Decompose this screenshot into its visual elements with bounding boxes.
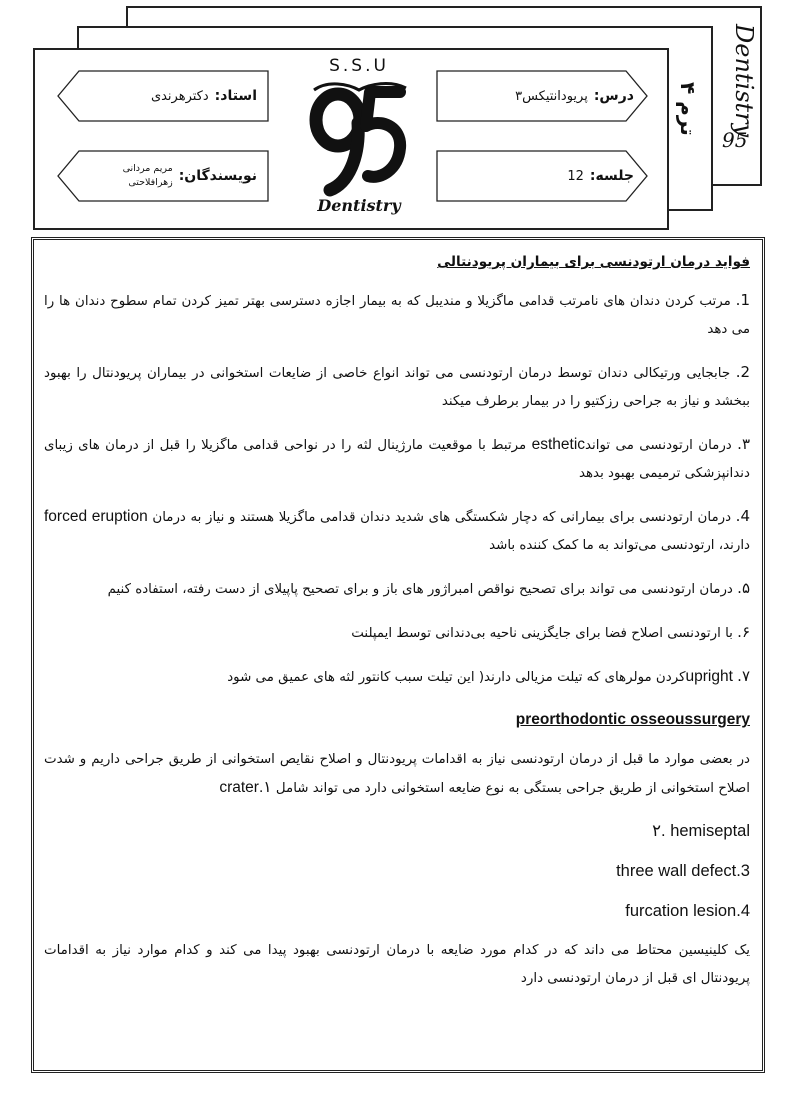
item-number: ۶. <box>737 623 750 641</box>
defect-item: furcation lesion.4 <box>625 902 750 920</box>
spine-term: ترم ۴ <box>676 82 700 136</box>
session-label: جلسه: <box>589 168 634 184</box>
logo-bottom-text: Dentistry <box>317 196 401 215</box>
item-latin-term: forced eruption <box>44 508 148 525</box>
spine-title: Dentistry <box>730 24 758 138</box>
tooth-95-logo-icon <box>308 78 410 198</box>
course-label: درس: <box>593 88 634 104</box>
item-text: درمان ارتودنسی می تواند برای تصحیح نواقص امبراژور های باز و برای تصحیح پاپیلای از دست رفته، استفاده کنیم <box>107 582 733 597</box>
course-tag <box>436 70 648 122</box>
item-text: با ارتودنسی اصلاح فضا برای جایگزینی ناحیه بی‌دندانی توسط ایمپلنت <box>351 626 733 641</box>
list-item <box>44 574 750 604</box>
item-number: ۳. <box>737 435 750 453</box>
item-number: ۵. <box>737 579 750 597</box>
item-latin-term: upright <box>685 668 733 685</box>
item-text-pre: درمان ارتودنسی می تواند <box>585 438 732 453</box>
author-name: زهرافلاحتی <box>128 177 173 188</box>
intro-paragraph <box>44 746 750 803</box>
item-text: مرتبط با موقعیت مارژینال لثه را در نواحی قدامی ماگزیلا را قبل از درمان های زیبای دندانپزشکی ترمیمی بهبود بدهد <box>44 438 750 481</box>
list-item <box>44 662 750 692</box>
sub-heading: preorthodontic osseoussurgery <box>515 711 750 728</box>
defect-item: three wall defect.3 <box>616 862 750 880</box>
spine-year: 95 <box>722 128 748 152</box>
list-item <box>44 286 750 344</box>
item-text: دارند، ارتودنسی می‌تواند به ما کمک کننده باشد <box>489 538 750 553</box>
closing-paragraph: یک کلینیسین محتاط می داند که در کدام مورد ضایعه با درمان ارتودنسی بهبود پیدا می کند و کدام موارد نیاز به اقدامات پریودنتال ای قبل از درمان ارتودنسی دارد <box>44 943 750 986</box>
intro-item: ۱.crater <box>219 779 272 796</box>
professor-tag <box>57 70 269 122</box>
list-item <box>44 502 750 560</box>
content-box <box>31 237 765 1073</box>
content-body <box>44 248 750 1007</box>
item-number: 2. <box>735 363 751 381</box>
session-tag <box>436 150 648 202</box>
list-item <box>44 358 750 416</box>
list-item <box>44 430 750 488</box>
list-item <box>44 618 750 648</box>
item-latin-term: esthetic <box>531 436 586 453</box>
item-number: 4. <box>735 507 750 525</box>
ssu-dentistry-logo <box>304 56 414 222</box>
logo-top-text: S.S.U <box>329 56 389 76</box>
authors-tag <box>57 150 269 202</box>
professor-value: دکترهرندی <box>150 88 209 104</box>
defect-item: ۲. hemiseptal <box>652 822 750 840</box>
item-number: 1. <box>735 291 750 309</box>
intro-text: در بعضی موارد ما قبل از درمان ارتودنسی نیاز به اقدامات پریودنتال و اصلاح نقایص استخوانی از طریق جراحی داریم و شدت اصلاح استخوانی از طریق جراحی بستگی به نوع ضایعه استخوانی دارد می تواند شامل <box>44 752 750 796</box>
item-text: جابجایی ورتیکالی دندان توسط درمان ارتودنسی می تواند انواع خاصی از ضایعات استخوانی در بیماران پریودنتال را بهبود ببخشد و نیاز به جراحی رزکتیو را در بیمار برطرف میکند <box>44 366 750 409</box>
item-number: ۷. <box>737 667 750 685</box>
item-text: کردن مولرهای که تیلت مزیالی دارند( این تیلت سبب کانتور لثه های عمیق می شود <box>227 670 686 685</box>
item-text-pre: درمان ارتودنسی برای بیمارانی که دچار شکستگی های شدید دندان قدامی ماگزیلا هستند و نیاز به درمان <box>152 510 732 525</box>
professor-label: استاد: <box>214 88 257 104</box>
authors-list <box>123 162 173 190</box>
session-value: 12 <box>567 168 584 184</box>
item-text: مرتب کردن دندان های نامرتب قدامی ماگزیلا و مندیبل که به بیمار اجازه دسترسی بهتر تمیز کردن تمام سطوح دندان ها را می دهد <box>44 294 750 337</box>
author-name: مریم مردانی <box>122 163 173 174</box>
course-value: پریودانتیکس۳ <box>515 88 588 104</box>
authors-label: نویسندگان: <box>178 168 257 184</box>
section-heading: فواید درمان ارتودنسی برای بیماران پریودنتالی <box>437 254 750 270</box>
